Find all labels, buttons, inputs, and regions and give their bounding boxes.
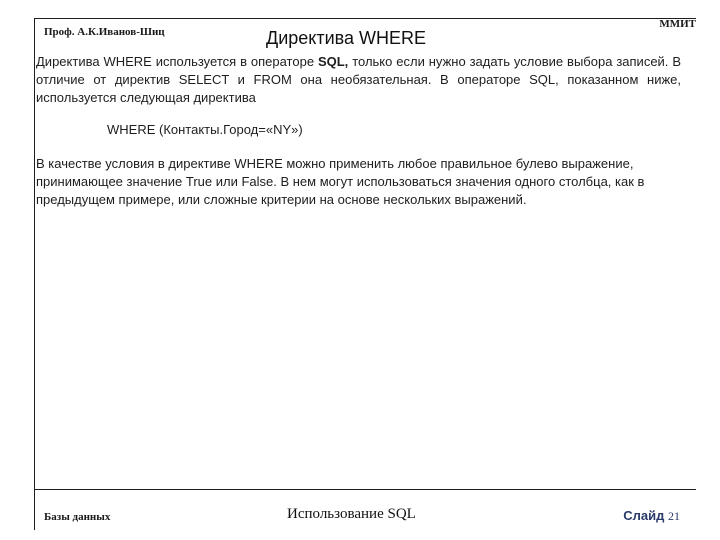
slide-title: Директива WHERE <box>266 28 427 48</box>
paragraph-intro-text-1: Директива WHERE используется в операторе <box>36 54 318 69</box>
slide-number-value: 21 <box>668 509 680 523</box>
organization-label: ММИТ <box>659 18 696 30</box>
slide-number-label: Слайд <box>623 508 665 523</box>
footer-course-label: Базы данных <box>44 511 111 523</box>
paragraph-conditions: В качестве условия в директиве WHERE можно применить любое правильное булево выражение, принимающее значение True или False. В нем могут использоваться значения одного столбца, как в предыдущем примере, или сложные критерии на основе нескольких выражений. <box>36 156 645 207</box>
footer-topic-label: Использование SQL <box>287 506 416 522</box>
paragraph-intro-text-2: только если нужно задать условие выбора записей. В отличие от директив SELECT и FROM она необязательная. В операторе SQL, показанном ниже, используется следующая директива <box>36 54 681 105</box>
code-example: WHERE (Контакты.Город=«NY») <box>107 122 303 137</box>
paragraph-intro <box>36 53 681 107</box>
sql-keyword: SQL, <box>317 54 349 69</box>
slide-number <box>623 508 680 524</box>
footer-divider <box>34 489 696 490</box>
header-divider <box>34 18 696 19</box>
author-label: Проф. А.К.Иванов-Шиц <box>44 26 165 38</box>
left-border <box>34 18 35 530</box>
